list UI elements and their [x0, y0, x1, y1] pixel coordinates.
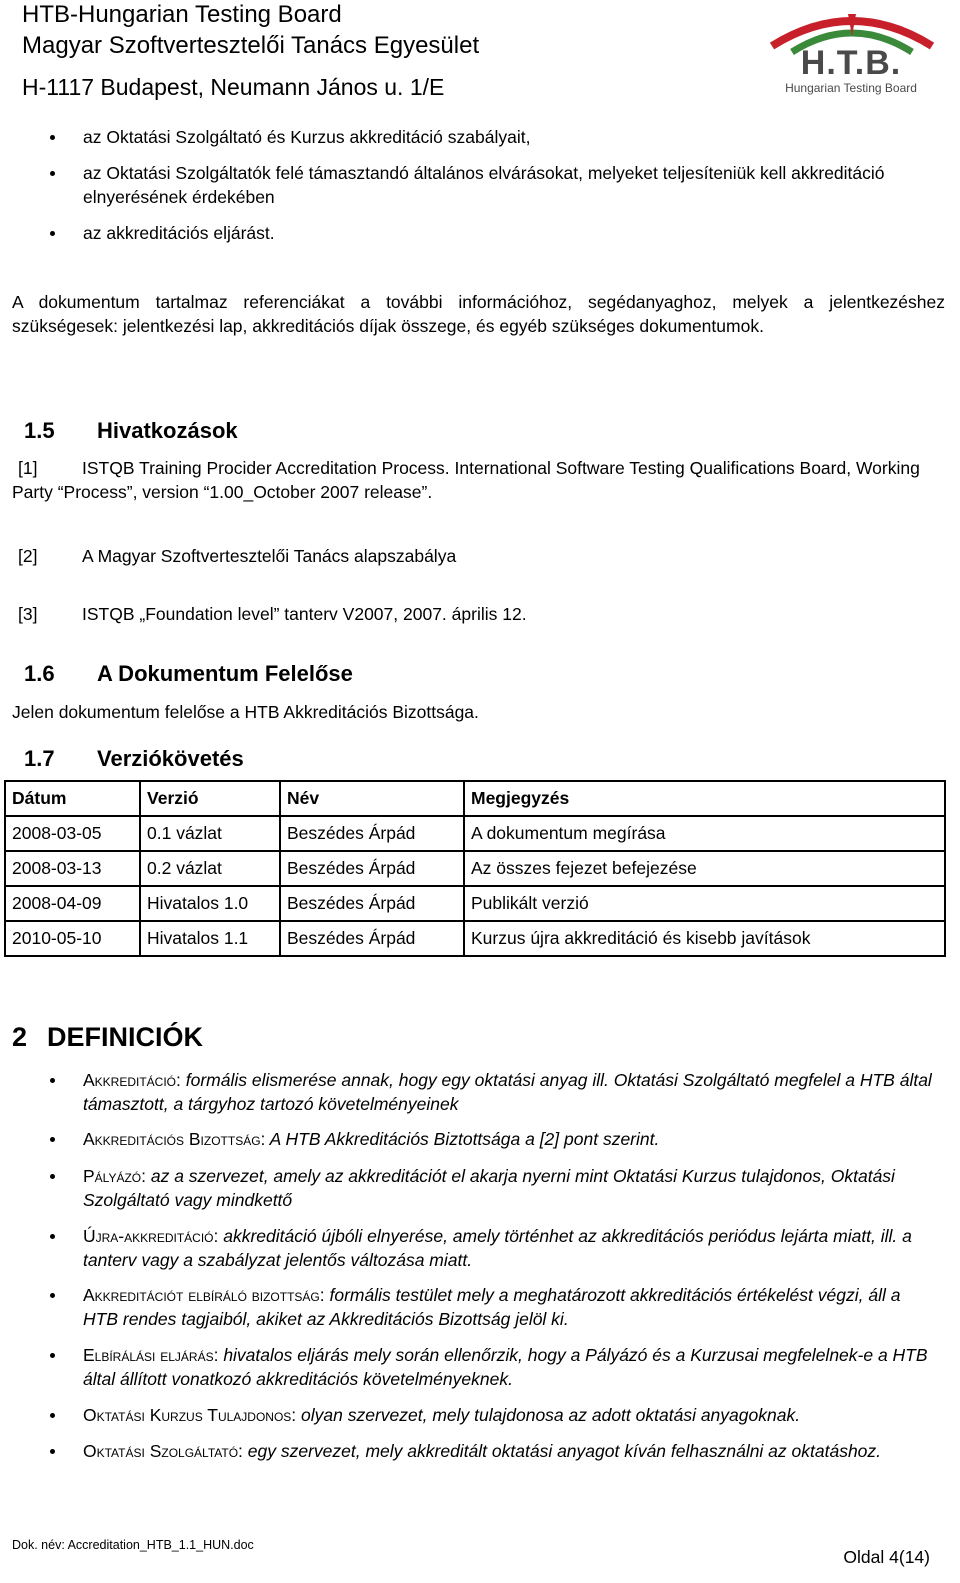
- table-cell: 2008-03-05: [5, 816, 140, 851]
- table-cell: Hivatalos 1.0: [140, 886, 280, 921]
- reference-id: [2]: [18, 546, 38, 566]
- table-row: [5, 886, 945, 921]
- table-cell: 2008-04-09: [5, 886, 140, 921]
- table-header-row: [5, 781, 945, 816]
- bullet-icon: [50, 1413, 55, 1418]
- bullet-icon: [50, 1449, 55, 1454]
- table-row: [5, 816, 945, 851]
- bullet-icon: [50, 1174, 55, 1179]
- list-item: az Oktatási Szolgáltatók felé támasztandó általános elvárásokat, melyeket teljesíteniük kell akkreditáció elnyerésének érdekében: [50, 161, 930, 209]
- header-org-name: HTB-Hungarian Testing Board: [22, 1, 342, 28]
- table-cell: Beszédes Árpád: [280, 921, 464, 956]
- definition-item: [50, 1439, 940, 1487]
- bullet-icon: [50, 1137, 55, 1142]
- bullet-icon: [50, 231, 55, 236]
- htb-logo: [752, 6, 950, 98]
- definition-term: Akkreditáció:: [83, 1070, 181, 1090]
- definition-item: [50, 1403, 940, 1427]
- definition-term: Oktatási Szolgáltató:: [83, 1441, 243, 1461]
- bullet-icon: [50, 1353, 55, 1358]
- version-table: [4, 780, 946, 957]
- table-cell: 0.2 vázlat: [140, 851, 280, 886]
- definition-text: egy szervezet, mely akkreditált oktatási anyagot kíván felhasználni az oktatáshoz.: [242, 1441, 882, 1461]
- footer-page-number: Oldal 4(14): [843, 1547, 930, 1567]
- definition-term: Oktatási Kurzus Tulajdonos:: [83, 1405, 297, 1425]
- table-cell: 2010-05-10: [5, 921, 140, 956]
- logo-text: H.T.B.: [800, 44, 902, 82]
- table-cell: 0.1 vázlat: [140, 816, 280, 851]
- intro-paragraph: A dokumentum tartalmaz referenciákat a további információhoz, segédanyaghoz, melyek a jelentkezéshez szükségesek: jelentkezési lap, akkreditációs díjak összege, és egyéb szükséges dokumentumok.: [12, 292, 945, 336]
- reference-text: ISTQB „Foundation level” tanterv V2007, 2007. április 12.: [82, 604, 527, 624]
- bullet-icon: [50, 1234, 55, 1239]
- definition-text: A HTB Akkreditációs Biztottsága a [2] pont szerint.: [265, 1129, 660, 1149]
- definition-term: Pályázó:: [83, 1166, 146, 1186]
- reference-text: ISTQB Training Procider Accreditation Process. International Software Testing Qualifications Board, Working Party “Process”, version “1.00_October 2007 release”.: [12, 458, 920, 502]
- column-header: Név: [280, 781, 464, 816]
- table-cell: Hivatalos 1.1: [140, 921, 280, 956]
- column-header: Dátum: [5, 781, 140, 816]
- section-title: Verziókövetés: [97, 746, 244, 771]
- definition-item: [50, 1283, 940, 1331]
- table-row: [5, 921, 945, 956]
- bullet-icon: [50, 135, 55, 140]
- definition-term: Újra-akkreditáció:: [83, 1226, 219, 1246]
- definition-term: Akkreditációt elbíráló bizottság:: [83, 1285, 325, 1305]
- bullet-icon: [50, 1078, 55, 1083]
- footer-docname: Dok. név: Accreditation_HTB_1.1_HUN.doc: [12, 1538, 254, 1552]
- definition-text: olyan szervezet, mely tulajdonosa az adott oktatási anyagoknak.: [296, 1405, 801, 1425]
- table-cell: 2008-03-13: [5, 851, 140, 886]
- definition-text: formális elismerése annak, hogy egy oktatási anyag ill. Oktatási Szolgáltató megfelel a HTB által támasztott, a tárgyhoz tartozó követelményeinek: [83, 1070, 932, 1114]
- reference-id: [1]: [18, 458, 38, 478]
- reference-id: [3]: [18, 604, 38, 624]
- definition-item: [50, 1343, 940, 1391]
- definition-item: [50, 1164, 940, 1212]
- header-address: H-1117 Budapest, Neumann János u. 1/E: [22, 74, 445, 100]
- chapter-title: DEFINICIÓK: [47, 1022, 204, 1052]
- reference-text: A Magyar Szoftvertesztelői Tanács alapszabálya: [82, 546, 457, 566]
- table-cell: Beszédes Árpád: [280, 851, 464, 886]
- logo-subtext: Hungarian Testing Board: [785, 81, 917, 95]
- column-header: Megjegyzés: [464, 781, 945, 816]
- bullet-icon: [50, 171, 55, 176]
- table-cell: Publikált verzió: [464, 886, 945, 921]
- definition-text: akkreditáció újbóli elnyerése, amely történhet az akkreditációs periódus lejárta miatt, ill. a tanterv vagy a szabályzat jelentős változása miatt.: [83, 1226, 912, 1270]
- header-org-name-hu: Magyar Szoftvertesztelői Tanács Egyesület: [22, 32, 480, 59]
- definition-item: [50, 1068, 940, 1116]
- table-cell: Beszédes Árpád: [280, 886, 464, 921]
- definition-item: [50, 1224, 940, 1272]
- definition-text: formális testület mely a meghatározott akkreditációs értékelést végzi, áll a HTB rendes tagjaiból, akiket az Akkreditációs Bizottság jelöl ki.: [83, 1285, 901, 1329]
- definition-term: Akkreditációs Bizottság:: [83, 1129, 266, 1149]
- section-text: Jelen dokumentum felelőse a HTB Akkreditációs Bizottsága.: [12, 702, 479, 722]
- table-cell: A dokumentum megírása: [464, 816, 945, 851]
- table-cell: Az összes fejezet befejezése: [464, 851, 945, 886]
- reference-item: [12, 456, 942, 504]
- definition-text: az a szervezet, amely az akkreditációt el akarja nyerni mint Oktatási Kurzus tulajdonos, Oktatási Szolgáltató vagy mindkettő: [83, 1166, 895, 1210]
- list-item: az akkreditációs eljárást.: [50, 221, 930, 245]
- chapter-number: 2: [12, 1022, 28, 1052]
- section-title: Hivatkozások: [97, 418, 238, 443]
- definition-item: [50, 1127, 940, 1151]
- table-cell: Beszédes Árpád: [280, 816, 464, 851]
- section-title: A Dokumentum Felelőse: [97, 661, 353, 686]
- definition-text: hivatalos eljárás mely során ellenőrzik, hogy a Pályázó és a Kurzusai megfelelnek-e a HTB által állított vonatkozó akkreditációs követelményeknek.: [83, 1345, 928, 1389]
- section-number: 1.6: [24, 661, 55, 686]
- section-number: 1.7: [24, 746, 55, 771]
- table-cell: Kurzus újra akkreditáció és kisebb javítások: [464, 921, 945, 956]
- section-number: 1.5: [24, 418, 55, 443]
- bullet-icon: [50, 1293, 55, 1298]
- column-header: Verzió: [140, 781, 280, 816]
- table-row: [5, 851, 945, 886]
- list-item: az Oktatási Szolgáltató és Kurzus akkreditáció szabályait,: [50, 125, 930, 149]
- definition-term: Elbírálási eljárás:: [83, 1345, 219, 1365]
